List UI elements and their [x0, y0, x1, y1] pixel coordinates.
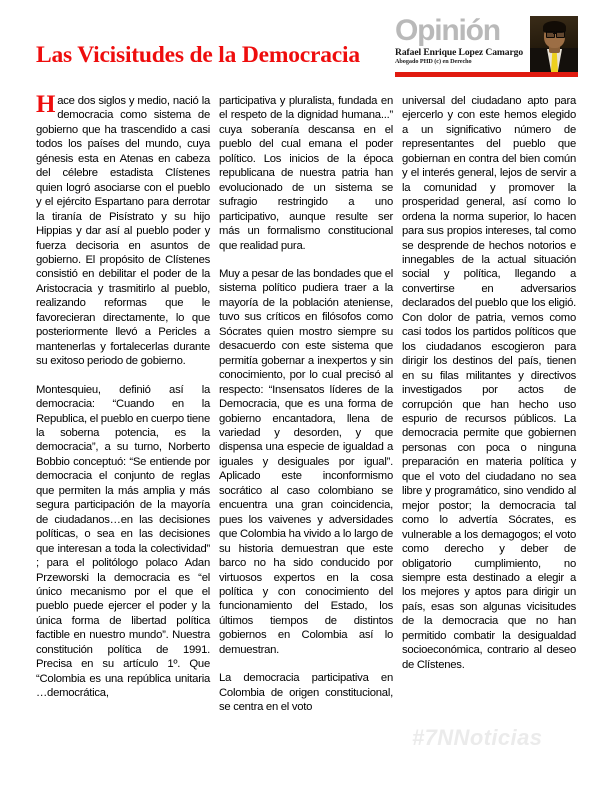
paragraph: Montesquieu, definió así la democracia: “Cuando en la Republica, el pueblo en cuerpo tiene la soberna potencia, es la democracia”, a su turno, Norberto Bobbio conceptuó: “Se entiende por democracia el conjunto de reglas que permiten la más amplia y más segura participación de la mayoría de ciudadanos…en las decisiones políticas, o sea en las decisiones que interesan a toda la colectividad” ; para el politólogo polaco Adan Przeworski la democracia es “el único mecanismo por el que el pueblo puede ejercer el poder y la única forma de libertad política factible en nuestro mundo”. Nuestra constitución política de 1991. Precisa en su artículo 1º. Que “Colombia es una república unitaria …democrática,	[36, 383, 210, 700]
page-title: Las Vicisitudes de la Democracia	[36, 41, 360, 68]
text-column-3	[402, 94, 576, 784]
author-credential: Abogado PHD (c) en Derecho	[395, 58, 472, 65]
paragraph: Muy a pesar de las bondades que el sistema político pudiera traer a la mayoría de la población ateniense, tuvo sus críticos en filósofos como Sócrates quien mostro siempre su desacuerdo con este sistema que permitía gobernar a inexpertos y sin conocimiento, por lo cual precisó al respecto: “Insensatos líderes de la Democracia, que es una forma de gobierno encantadora, llena de variedad y desorden, y que dispensa una especie de igualdad a iguales y desiguales por igual”. Aplicado este inconformismo socrático al caso colombiano se encuentra una gran coincidencia, pues los vaivenes y adversidades que Colombia ha vivido a lo largo de su historia demuestran que este barco no ha sido conducido por virtuosos expertos en la cosa política y con conocimiento del funcionamiento del Estado, los últimos tiempos de distintos gobiernos en Colombia así lo demuestran.	[219, 267, 393, 656]
article-masthead	[0, 0, 612, 88]
text-column-1	[36, 91, 210, 784]
paragraph: participativa y pluralista, fundada en el respeto de la dignidad humana...” cuya soberanía descansa en el pueblo del cual emana el poder político. Los inicios de la época republicana de nuestra patria han evolucionado de un sistema se sufragio restringido a uno participativo, aunque resulte ser más un formalismo constitucional que realidad pura.	[219, 95, 393, 252]
paragraph: universal del ciudadano apto para ejercerlo y con este hemos elegido a un significativo número de representantes del pueblo que gobiernan en contra del bien común y el interés general, lejos de servir a la comunidad y promover la prosperidad general, así como lo ordena la norma superior, lo hacen para sus propios intereses, tal como se desprende de hechos notorios e innegables de la actual situación social y política, llegando a convertirse en adversarios declarados del pueblo que los eligió. Con dolor de patria, vemos como casi todos los partidos políticos que los ciudadanos escogieron para dirigir los destinos del país, tienen en su filas militantes y directivos investigados por actos de corrupción que han hecho uso espurio de recursos públicos. La democracia permite que gobiernen personas con poca o ninguna preparación en materia política y que el voto del ciudadano no sea libre y programático, sino vendido al mejor postor; la democracia tal como lo advertía Sócrates, es vulnerable a los demagogos; el voto como derecho y deber de obligatorio cumplimiento, no siempre esta destinado a elegir a los mejores y aptos para dirigir un país, esas son algunas vicisitudes de la democracia que no han permitido combatir la desigualdad socioeconómica, contrario al deseo de Clístenes.	[402, 95, 576, 671]
author-portrait-photo	[530, 16, 578, 72]
paragraph: La democracia participativa en Colombia de origen constitucional, se centra en el voto	[219, 672, 393, 714]
portrait-glasses-bridge	[553, 33, 556, 34]
channel-watermark: #7NNoticias	[412, 725, 543, 750]
section-label: Opinión	[395, 14, 500, 47]
paragraph: Hace dos siglos y medio, nació la democracia como sistema de gobierno que ha trascendido a casi todos los países del mundo, cuya génesis esta en Atenas en cabeza del célebre estadista Clístenes quien logró asociarse con el pueblo y el ejército Espartano para derrotar la tiranía de Pisístrato y su hijo Hippias y dar así al pueblo poder y fuerza decisoria en asuntos de gobierno. El propósito de Clístenes consistió en debilitar el poder de la Aristocracia y trasmitirlo al pueblo, realizando reformas que le favorecieran directamente, lo que posteriormente llevó a Pericles a mantenerlas y fortalecerlas durante su exitoso periodo de gobierno.	[36, 91, 210, 368]
opinion-brand-block	[393, 16, 578, 78]
red-accent-rule	[395, 72, 578, 77]
article-body	[0, 91, 612, 784]
portrait-glasses-right-lens	[556, 31, 565, 38]
text-column-2	[219, 94, 393, 784]
author-name: Rafael Enrique Lopez Camargo	[395, 47, 524, 58]
